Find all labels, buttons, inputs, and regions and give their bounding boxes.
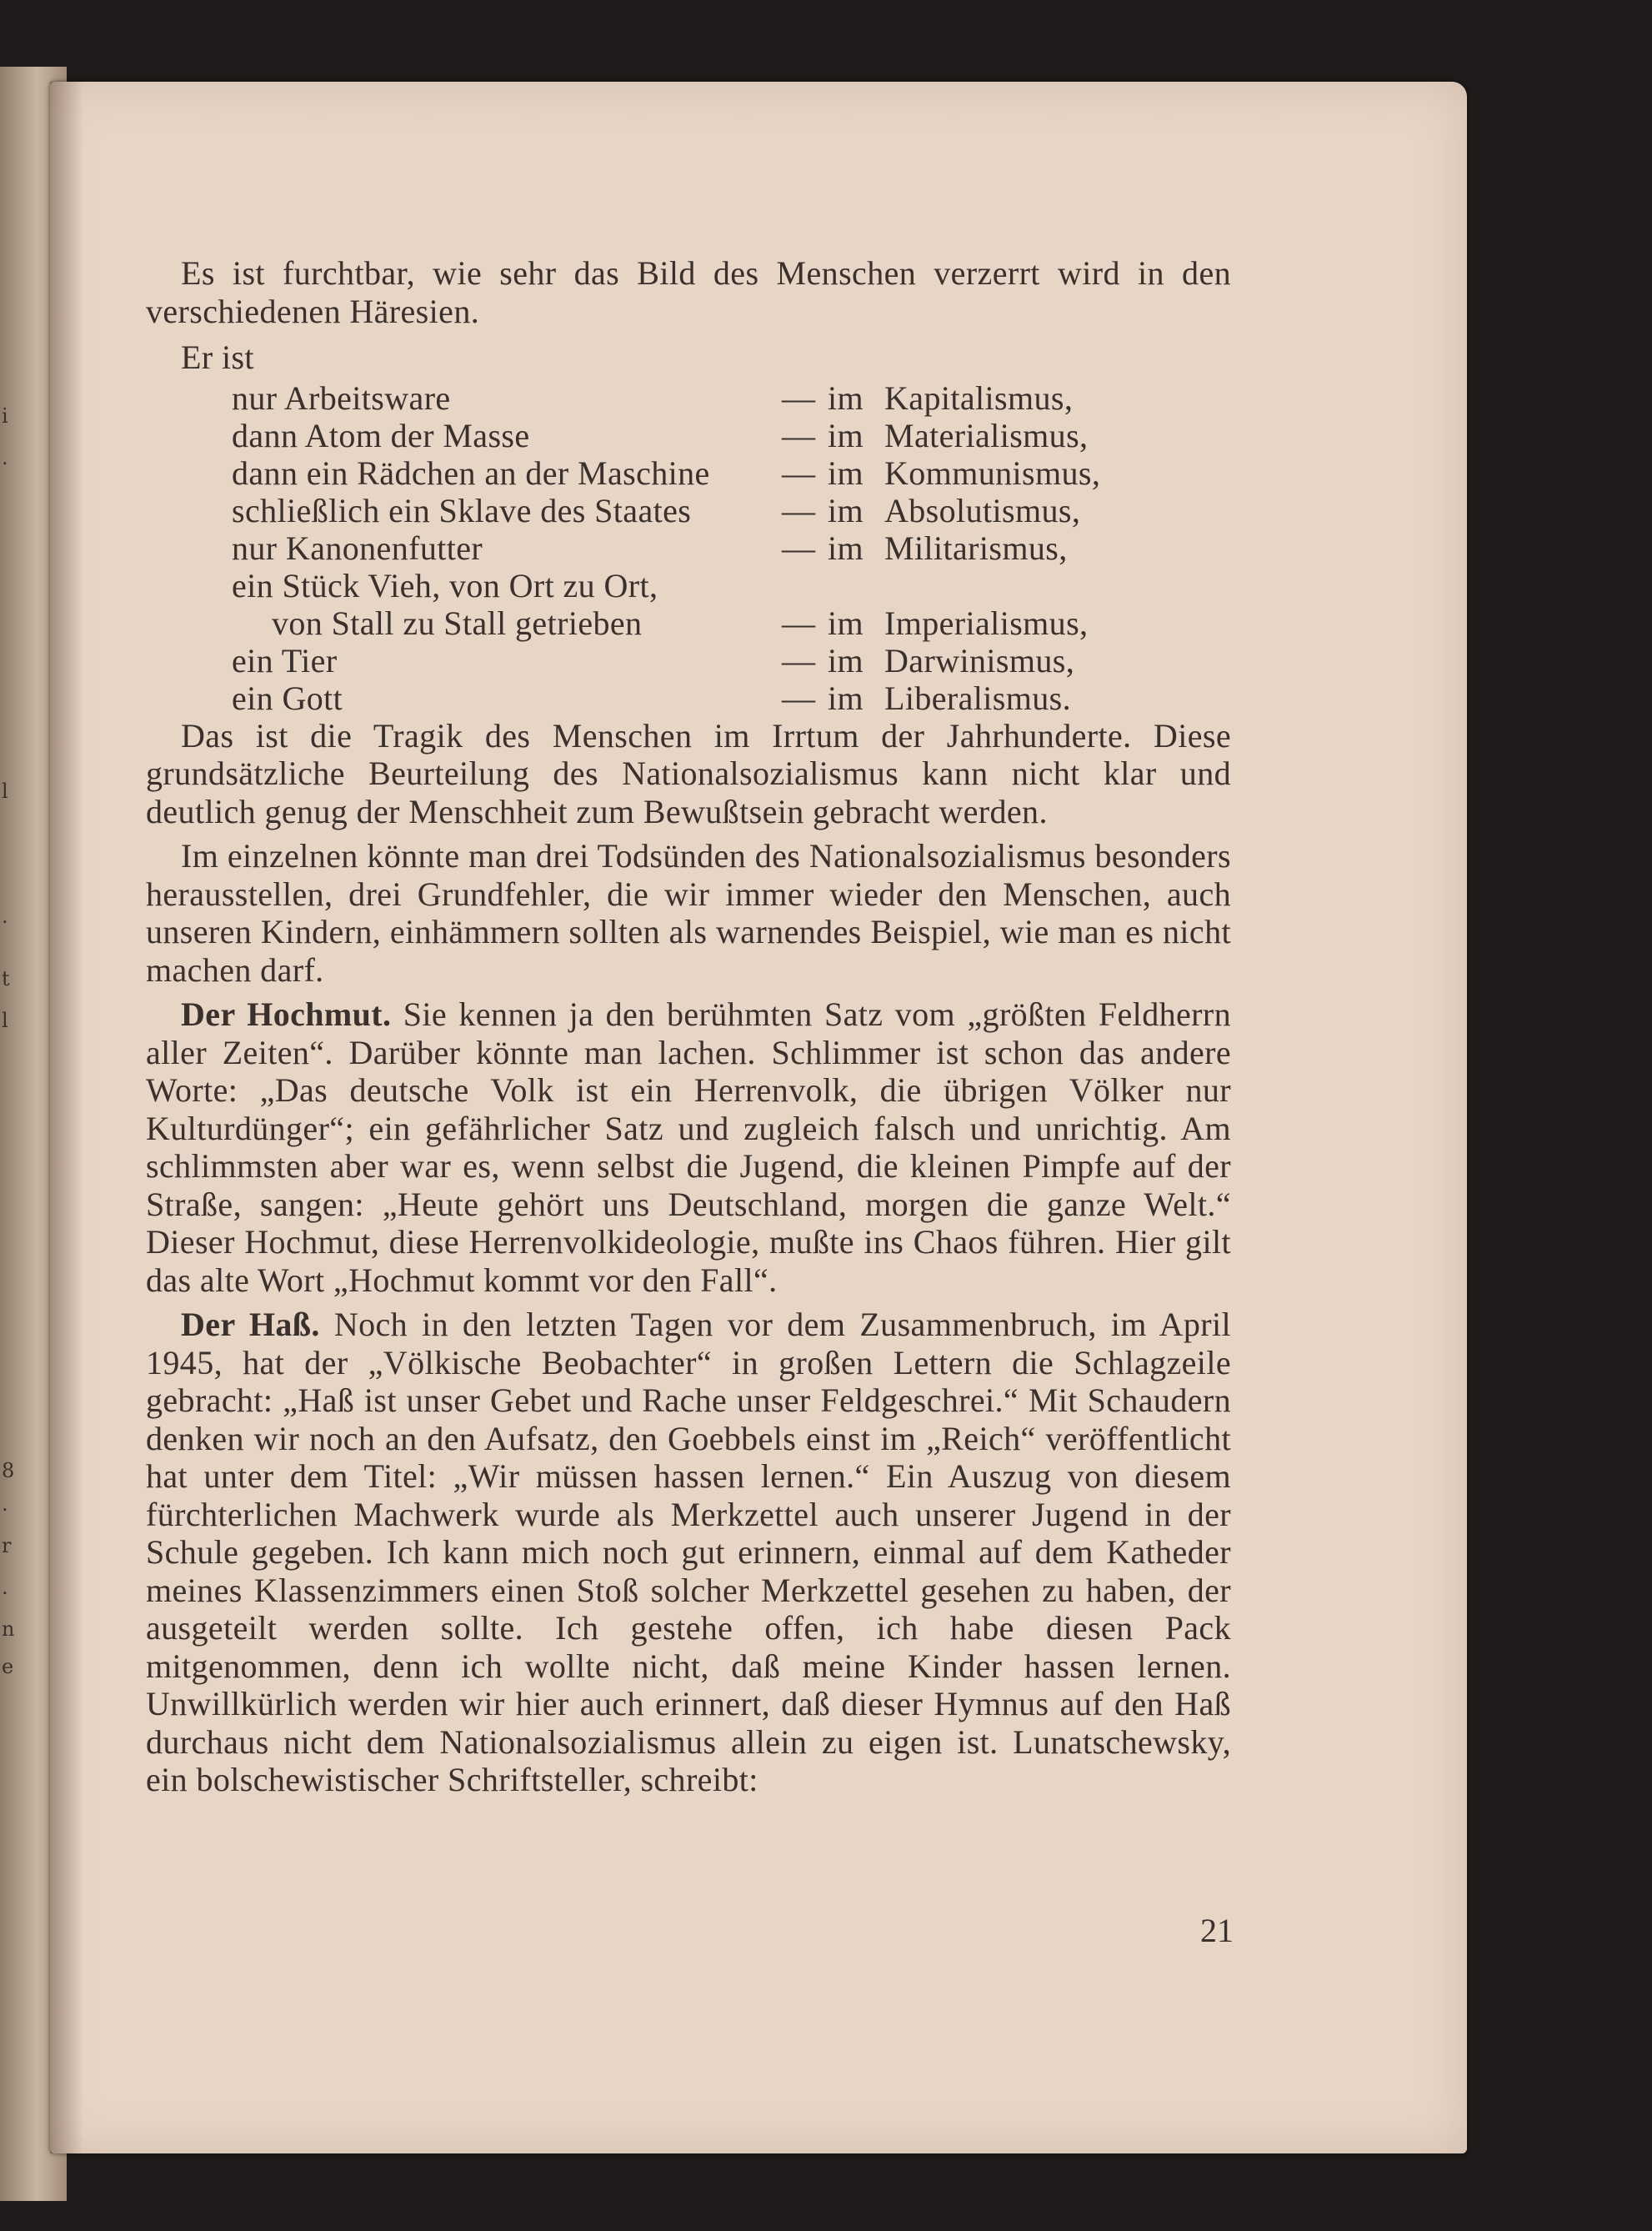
list-item-text: nur Kanonenfutter [232,529,483,567]
list-im: im [828,679,864,717]
margin-char: r [2,1534,12,1557]
list-item-text: von Stall zu Stall getrieben [272,604,643,642]
margin-char: i [2,404,8,428]
margin-char: . [2,1492,8,1516]
spine-shadow [50,82,83,2153]
list-im: im [828,529,864,567]
list-item [232,679,1231,717]
list-item [232,529,1231,567]
list-dash: — [782,454,816,492]
list-ism: Kapitalismus, [884,379,1074,417]
list-item [232,567,1231,604]
list-im: im [828,416,864,454]
list-ism: Absolutismus, [884,491,1081,529]
list-dash: — [782,641,816,679]
margin-char: t [2,967,10,990]
page-number: 21 [1200,1912,1234,1949]
hass-text: Noch in den letzten Tagen vor dem Zusammenbruch, im April 1945, hat der „Völkische Beobachter“ in großen Lettern die Schlagzeile gebracht: „Haß ist unser Gebet und Rache unser Feldgeschrei.“ Mit Schaudern denken wir noch an den Aufsatz, den Goebbels einst im „Reich“ veröffentlicht hat unter dem Titel: „Wir müssen hassen lernen.“ Ein Auszug von diesem fürchterlichen Machwerk wurde als Merkzettel auch unserer Jugend in der Schule gegeben. Ich kann mich noch gut erinnern, einmal auf dem Katheder meines Klassenzimmers einen Stoß solcher Merkzettel gesehen zu haben, der ausgeteilt werden sollte. Ich gestehe offen, ich habe diesen Pack mitgenommen, denn ich wollte nicht, daß meine Kinder hassen lernen. Unwillkürlich werden wir hier auch erinnert, daß dieser Hymnus auf den Haß durchaus nicht dem Nationalsozialismus allein zu eigen ist. Lunatschewsky, ein bolschewistischer Schriftsteller, schreibt: [146,1306,1232,1798]
list-im: im [828,491,864,529]
list-item [232,454,1231,492]
margin-char: . [2,1576,8,1599]
list-item [232,492,1231,529]
list-ism: Liberalismus. [884,679,1072,717]
paragraph-hass [146,1306,1231,1799]
list-ism: Kommunismus, [884,454,1101,492]
list-ism: Imperialismus, [884,604,1089,642]
list-item-text: schließlich ein Sklave des Staates [232,491,692,529]
heresies-list [146,379,1231,717]
list-item [232,604,1231,642]
list-ism: Darwinismus, [884,641,1075,679]
margin-char: . [2,446,8,469]
list-dash: — [782,679,816,717]
margin-char: 8 [2,1459,15,1482]
margin-char: l [2,780,8,803]
list-im: im [828,604,864,642]
list-item-text: ein Gott [232,679,343,717]
paragraph-tragik: Das ist die Tragik des Menschen im Irrtum der Jahrhunderte. Diese grundsätzliche Beurteilung des Nationalsozialismus kann nicht klar und deutlich genug der Menschheit zum Bewußtsein gebracht werden. [146,716,1231,830]
list-im: im [828,454,864,492]
list-dash: — [782,416,816,454]
list-ism: Militarismus, [884,529,1068,567]
list-item [232,379,1231,417]
list-im: im [828,379,864,417]
list-item-text: dann Atom der Masse [232,416,530,454]
hochmut-text: Sie kennen ja den berühmten Satz vom „größten Feldherrn aller Zeiten“. Darüber könnte man lachen. Schlimmer ist schon das andere Worte: „Das deutsche Volk ist ein Herrenvolk, die übrigen Völker nur Kulturdünger“; ein gefährlicher Satz und zugleich falsch und unrichtig. Am schlimmsten aber war es, wenn selbst die Jugend, die kleinen Pimpfe auf der Straße, sangen: „Heute gehört uns Deutschland, morgen die ganze Welt.“ Dieser Hochmut, diese Herrenvolkideologie, mußte ins Chaos führen. Hier gilt das alte Wort „Hochmut kommt vor den Fall“. [146,995,1231,1299]
list-dash: — [782,491,816,529]
list-im: im [828,641,864,679]
list-item-text: ein Stück Vieh, von Ort zu Ort, [232,566,658,604]
margin-char: e [2,1655,14,1678]
list-item-text: ein Tier [232,641,338,679]
list-dash: — [782,529,816,567]
list-dash: — [782,604,816,642]
paragraph-hochmut [146,995,1231,1299]
page-text [146,254,1231,1799]
hass-heading: Der Haß. [181,1306,320,1343]
list-im [828,567,884,604]
list-item-text: dann ein Rädchen an der Maschine [232,454,710,492]
list-dash: — [782,379,816,417]
margin-char: n [2,1617,15,1641]
list-heading: Er ist [181,338,254,376]
list-item [232,417,1231,454]
margin-char: l [2,1009,8,1032]
list-item [232,642,1231,679]
margin-char: . [2,905,8,928]
intro-paragraph: Es ist furchtbar, wie sehr das Bild des Menschen verzerrt wird in den verschiedenen Häresien. [146,254,1231,330]
list-ism: Materialismus, [884,416,1089,454]
hochmut-heading: Der Hochmut. [181,995,392,1033]
list-dash [782,567,828,604]
paragraph-todsuenden: Im einzelnen könnte man drei Todsünden des Nationalsozialismus besonders herausstellen, drei Grundfehler, die wir immer wieder den Menschen, auch unseren Kindern, einhämmern sollten als warnendes Beispiel, wie man es nicht machen darf. [146,837,1231,989]
list-item-text: nur Arbeitsware [232,379,451,417]
